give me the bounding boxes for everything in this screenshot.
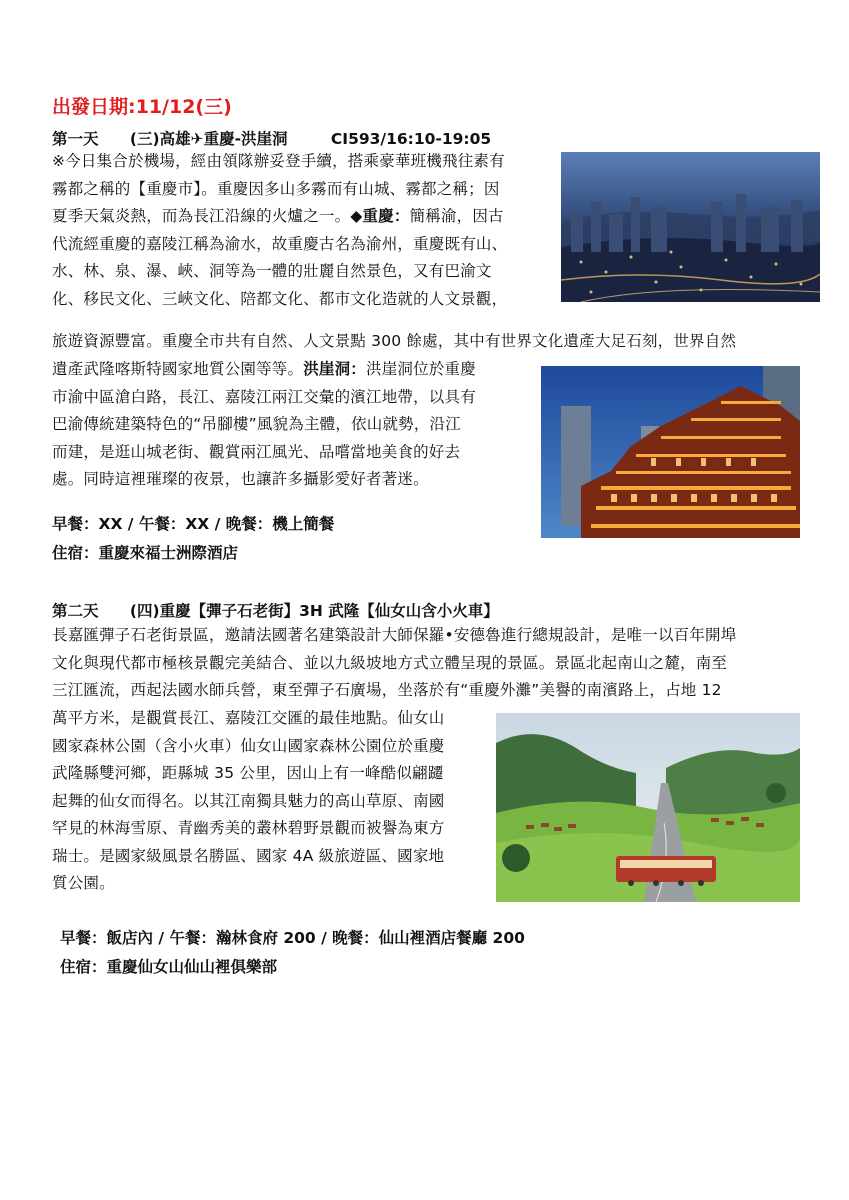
xiannushan-photo	[496, 713, 800, 902]
day1-hotel: 住宿：重慶來福士洲際酒店	[52, 544, 239, 562]
text-line: 長嘉匯彈子石老街景區，邀請法國著名建築設計大師保羅•安德魯進行總規設計，是唯一以百年開埠	[52, 626, 737, 644]
text-line: 瑞士。是國家級風景名勝區、國家 4A 級旅遊區、國家地	[52, 846, 445, 865]
day1-label: 第一天	[52, 130, 99, 148]
text-line: 巴渝傳統建築特色的“吊腳樓”風貌為主體，依山就勢，沿江	[52, 415, 461, 433]
text-line: 起舞的仙女而得名。以其江南獨具魅力的高山草原、南國	[52, 791, 445, 810]
xiannushan-paragraph	[52, 705, 492, 898]
text-line: 水、林、泉、瀑、峽、洞等為一體的壯麗自然景色，又有巴渝文	[52, 262, 492, 280]
day1-meals: 早餐：XX / 午餐：XX / 晚餐：機上簡餐	[52, 515, 335, 533]
day2-label: 第二天	[52, 602, 99, 620]
text-line: 三江匯流，西起法國水師兵營，東至彈子石廣場，坐落於有“重慶外灘”美譽的南濱路上，占地 12	[52, 681, 722, 699]
day2-hotel: 住宿：重慶仙女山仙山裡俱樂部	[60, 958, 278, 976]
day2-full-paragraph	[52, 622, 802, 705]
text-line: 武隆縣雙河鄉，距縣城 35 公里，因山上有一峰酷似翩躚	[52, 764, 444, 782]
text-line: 代流經重慶的嘉陵江稱為渝水，故重慶古名為渝州，重慶既有山、	[52, 234, 508, 253]
text-line: 遺產武隆喀斯特國家地質公園等等。洪崖洞：洪崖洞位於重慶	[52, 360, 476, 378]
text-line: 而建，是逛山城老街、觀賞兩江風光、品嚐當地美食的好去	[52, 442, 461, 461]
text-line: ※今日集合於機場，經由領隊辦妥登手續，搭乘豪華班機飛往素有	[52, 152, 505, 170]
day2-title	[52, 599, 499, 621]
text-line: 市渝中區滄白路，長江、嘉陵江兩江交彙的濱江地帶，以具有	[52, 387, 476, 406]
hongyadong-photo	[541, 366, 800, 538]
day1-full-line: 旅遊資源豐富。重慶全市共有自然、人文景點 300 餘處，其中有世界文化遺產大足石刻，世界自然	[52, 332, 737, 350]
chongqing-skyline-photo	[561, 152, 820, 302]
hongyadong-label: 洪崖洞：	[303, 360, 367, 378]
day1-title	[52, 127, 491, 149]
day1-intro-paragraph	[52, 148, 552, 313]
text-line: 化、移民文化、三峽文化、陪都文化、都市文化造就的人文景觀，	[52, 289, 508, 308]
day2-route: (四)重慶【彈子石老街】3H 武隆【仙女山含小火車】	[129, 602, 499, 620]
text-line: 罕見的林海雪原、青幽秀美的叢林碧野景觀而被譽為東方	[52, 819, 445, 837]
text-line: 質公園。	[52, 874, 115, 892]
text-line: 萬平方米，是觀賞長江、嘉陵江交匯的最佳地點。仙女山	[52, 709, 445, 727]
text-line: 文化與現代都市極核景觀完美結合、並以九級坡地方式立體呈現的景區。景區北起南山之麓，南至	[52, 653, 728, 672]
text-line: 處。同時這裡璀璨的夜景，也讓許多攝影愛好者著迷。	[52, 470, 429, 488]
text-line: 夏季天氣炎熱，而為長江沿線的火爐之一。◆重慶：簡稱渝，因古	[52, 207, 504, 225]
day1-flight: CI593/16:10-19:05	[330, 130, 492, 148]
day2-meals: 早餐：飯店內 / 午餐：瀚林食府 200 / 晚餐：仙山裡酒店餐廳 200	[60, 929, 525, 947]
chongqing-label: ◆重慶：	[350, 207, 410, 225]
hongyadong-paragraph	[52, 356, 522, 494]
departure-date-heading: 出發日期:11/12(三)	[52, 96, 232, 118]
text-line: 國家森林公園（含小火車）仙女山國家森林公園位於重慶	[52, 736, 445, 755]
text-line: 霧都之稱的【重慶市】。重慶因多山多霧而有山城、霧都之稱；因	[52, 179, 500, 198]
day1-route: (三)高雄✈重慶-洪崖洞	[129, 130, 288, 148]
